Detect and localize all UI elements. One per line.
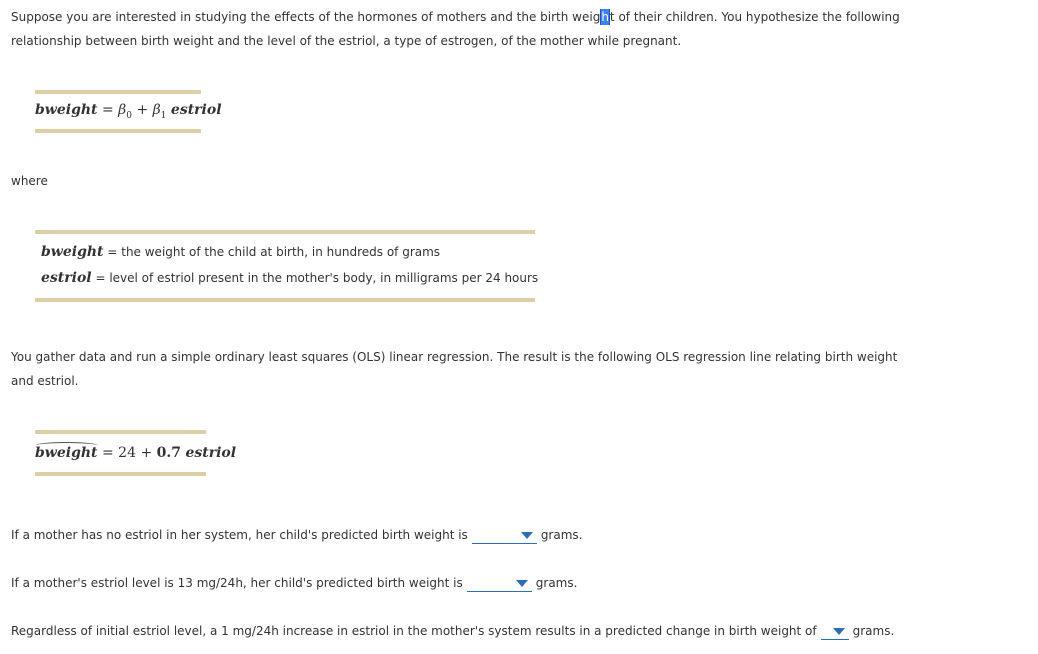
model-equation [35,102,222,121]
chevron-down-icon [516,580,528,587]
beta1-subscript: 1 [160,110,167,121]
fitted-lhs-hat: bweight [35,445,98,461]
question-2 [11,571,1021,595]
question-1-text: If a mother has no estriol in her system, her child's predicted birth weight is [11,528,468,542]
intro-line1-end: t of their children. You hypothesize the following [609,10,900,24]
beta1: β [152,102,161,118]
question-3-dropdown[interactable] [821,623,849,640]
model-equation-box [35,90,222,133]
model-rhs-var: estriol [170,102,222,118]
definition-term: bweight [41,244,104,260]
definition-sep: = [95,271,106,285]
question-2-dropdown[interactable] [467,575,532,592]
question-2-unit: grams. [535,576,578,590]
definition-sep: = [107,245,118,259]
definition-desc: the weight of the child at birth, in hundreds of grams [121,245,441,259]
model-equals: = [101,102,114,118]
fitted-equals: = [101,445,114,461]
chevron-down-icon [833,628,845,635]
regression-line2: and estriol. [11,374,79,388]
model-plus: + [136,102,149,118]
fitted-intercept: 24 [118,445,136,461]
definition-bweight [41,244,440,260]
where-label: where [11,174,48,188]
question-3 [11,619,1021,643]
intro-line1-start: Suppose you are interested in studying the effects of the hormones of mothers and the birth weig [11,10,601,24]
question-1-unit: grams. [540,528,583,542]
beta0: β [118,102,127,118]
definition-estriol [41,270,538,286]
question-3-unit: grams. [852,624,895,638]
question-1 [11,523,1021,547]
chevron-down-icon [521,532,533,539]
model-lhs: bweight [35,102,98,118]
fitted-equation-box [35,430,237,476]
definition-term: estriol [41,270,92,286]
fitted-var: estriol [185,445,237,461]
question-3-text: Regardless of initial estriol level, a 1 mg/24h increase in estriol in the mother's system results in a predicted change in birth weight of [11,624,817,638]
intro-paragraph [11,5,1021,53]
fitted-equation [35,445,236,461]
beta0-subscript: 0 [126,110,132,121]
definition-desc: level of estriol present in the mother's body, in milligrams per 24 hours [109,271,539,285]
question-1-dropdown[interactable] [472,527,537,544]
intro-line2: relationship between birth weight and the level of the estriol, a type of estrogen, of the mother while pregnant. [11,34,682,48]
text-cursor-selection: h [601,10,609,24]
regression-paragraph [11,345,1021,393]
definitions-box [35,230,539,302]
fitted-plus: + [140,445,153,461]
fitted-slope: 0.7 [156,445,181,461]
regression-line1: You gather data and run a simple ordinary least squares (OLS) linear regression. The result is the following OLS regression line relating birth weight [11,350,898,364]
question-2-text: If a mother's estriol level is 13 mg/24h, her child's predicted birth weight is [11,576,463,590]
